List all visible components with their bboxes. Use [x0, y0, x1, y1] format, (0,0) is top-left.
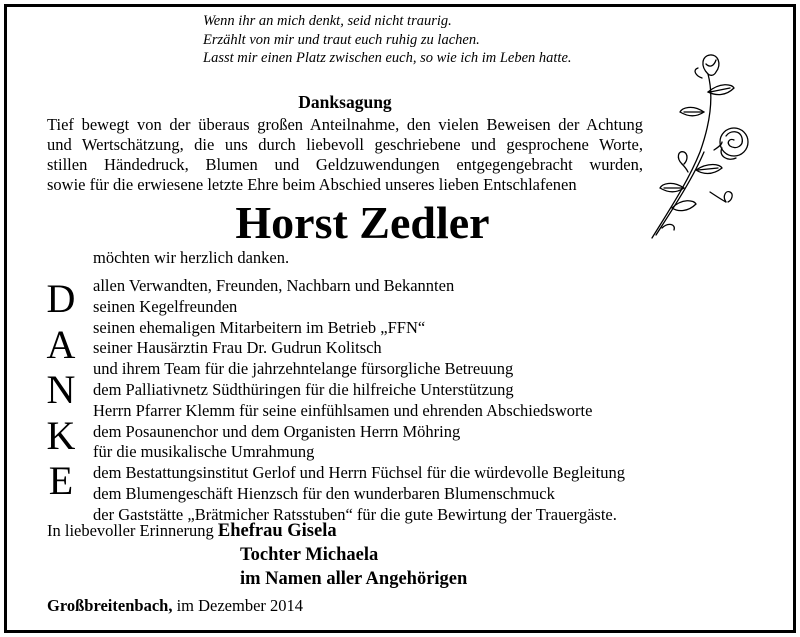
- poem: [203, 12, 572, 68]
- intro-line: stillen Händedruck, Blumen und Geldzuwendungen entgegengebracht wurden,: [47, 155, 643, 174]
- intro-line: sowie für die erwiesene letzte Ehre beim Abschied unseres lieben Entschlafenen: [47, 175, 577, 194]
- list-item: dem Bestattungsinstitut Gerlof und Herrn Füchsel für die würdevolle Begleitung: [93, 463, 626, 483]
- list-item: seinen ehemaligen Mitarbeitern im Betrieb „FFN“: [93, 317, 426, 337]
- danke-letter: K: [46, 412, 76, 458]
- intro-paragraph: [47, 115, 643, 195]
- list-item: Herrn Pfarrer Klemm für seine einfühlsamen und ehrenden Abschiedsworte: [93, 400, 593, 420]
- signatory: im Namen aller Angehörigen: [240, 569, 468, 589]
- intro-line: Tief bewegt von der überaus großen Anteilnahme, den vielen Beweisen der Achtung: [47, 115, 643, 134]
- signatory-lines: [240, 543, 467, 591]
- signatory: Ehefrau Gisela: [217, 521, 337, 541]
- list-item: seinen Kegelfreunden: [93, 296, 238, 316]
- heading-danksagung: Danksagung: [298, 92, 392, 112]
- list-item: seiner Hausärztin Frau Dr. Gudrun Kolitsch: [93, 338, 382, 358]
- list-item: und ihrem Team für die jahrzehntelange fürsorgliche Betreuung: [93, 359, 514, 379]
- danke-letter: N: [46, 367, 76, 412]
- danke-vertical: [46, 276, 76, 504]
- danke-letter: E: [48, 458, 74, 503]
- footer-place-date: [47, 596, 303, 616]
- poem-line: Erzählt von mir und traut euch ruhig zu lachen.: [203, 31, 480, 48]
- list-item: für die musikalische Umrahmung: [93, 442, 315, 462]
- list-item: dem Palliativnetz Südthüringen für die hilfreiche Unterstützung: [93, 379, 514, 399]
- footer-date: im Dezember 2014: [176, 596, 304, 615]
- deceased-name: Horst Zedler: [235, 197, 490, 248]
- list-item: dem Blumengeschäft Hienzsch für den wunderbaren Blumenschmuck: [93, 483, 555, 503]
- thanks-line: möchten wir herzlich danken.: [93, 248, 290, 267]
- list-item: dem Posaunenchor und dem Organisten Herrn Möhring: [93, 421, 461, 441]
- recipient-list: [93, 276, 625, 526]
- closing-prefix: In liebevoller Erinnerung: [47, 521, 214, 540]
- footer-place: Großbreitenbach,: [47, 596, 173, 615]
- danke-letter: D: [46, 276, 76, 321]
- list-item: der Gaststätte „Brätmicher Ratsstuben“ für die gute Bewirtung der Trauergäste.: [93, 504, 617, 524]
- poem-line: Lasst mir einen Platz zwischen euch, so wie ich im Leben hatte.: [203, 50, 572, 66]
- list-item: allen Verwandten, Freunden, Nachbarn und Bekannten: [93, 276, 455, 295]
- danke-letter: A: [46, 321, 76, 367]
- intro-line: und Wertschätzung, die uns durch liebevoll geschriebene und gesprochene Worte,: [47, 135, 643, 154]
- poem-line: Wenn ihr an mich denkt, seid nicht traurig.: [203, 13, 452, 29]
- closing-line: [47, 519, 337, 543]
- signatory: Tochter Michaela: [240, 545, 379, 565]
